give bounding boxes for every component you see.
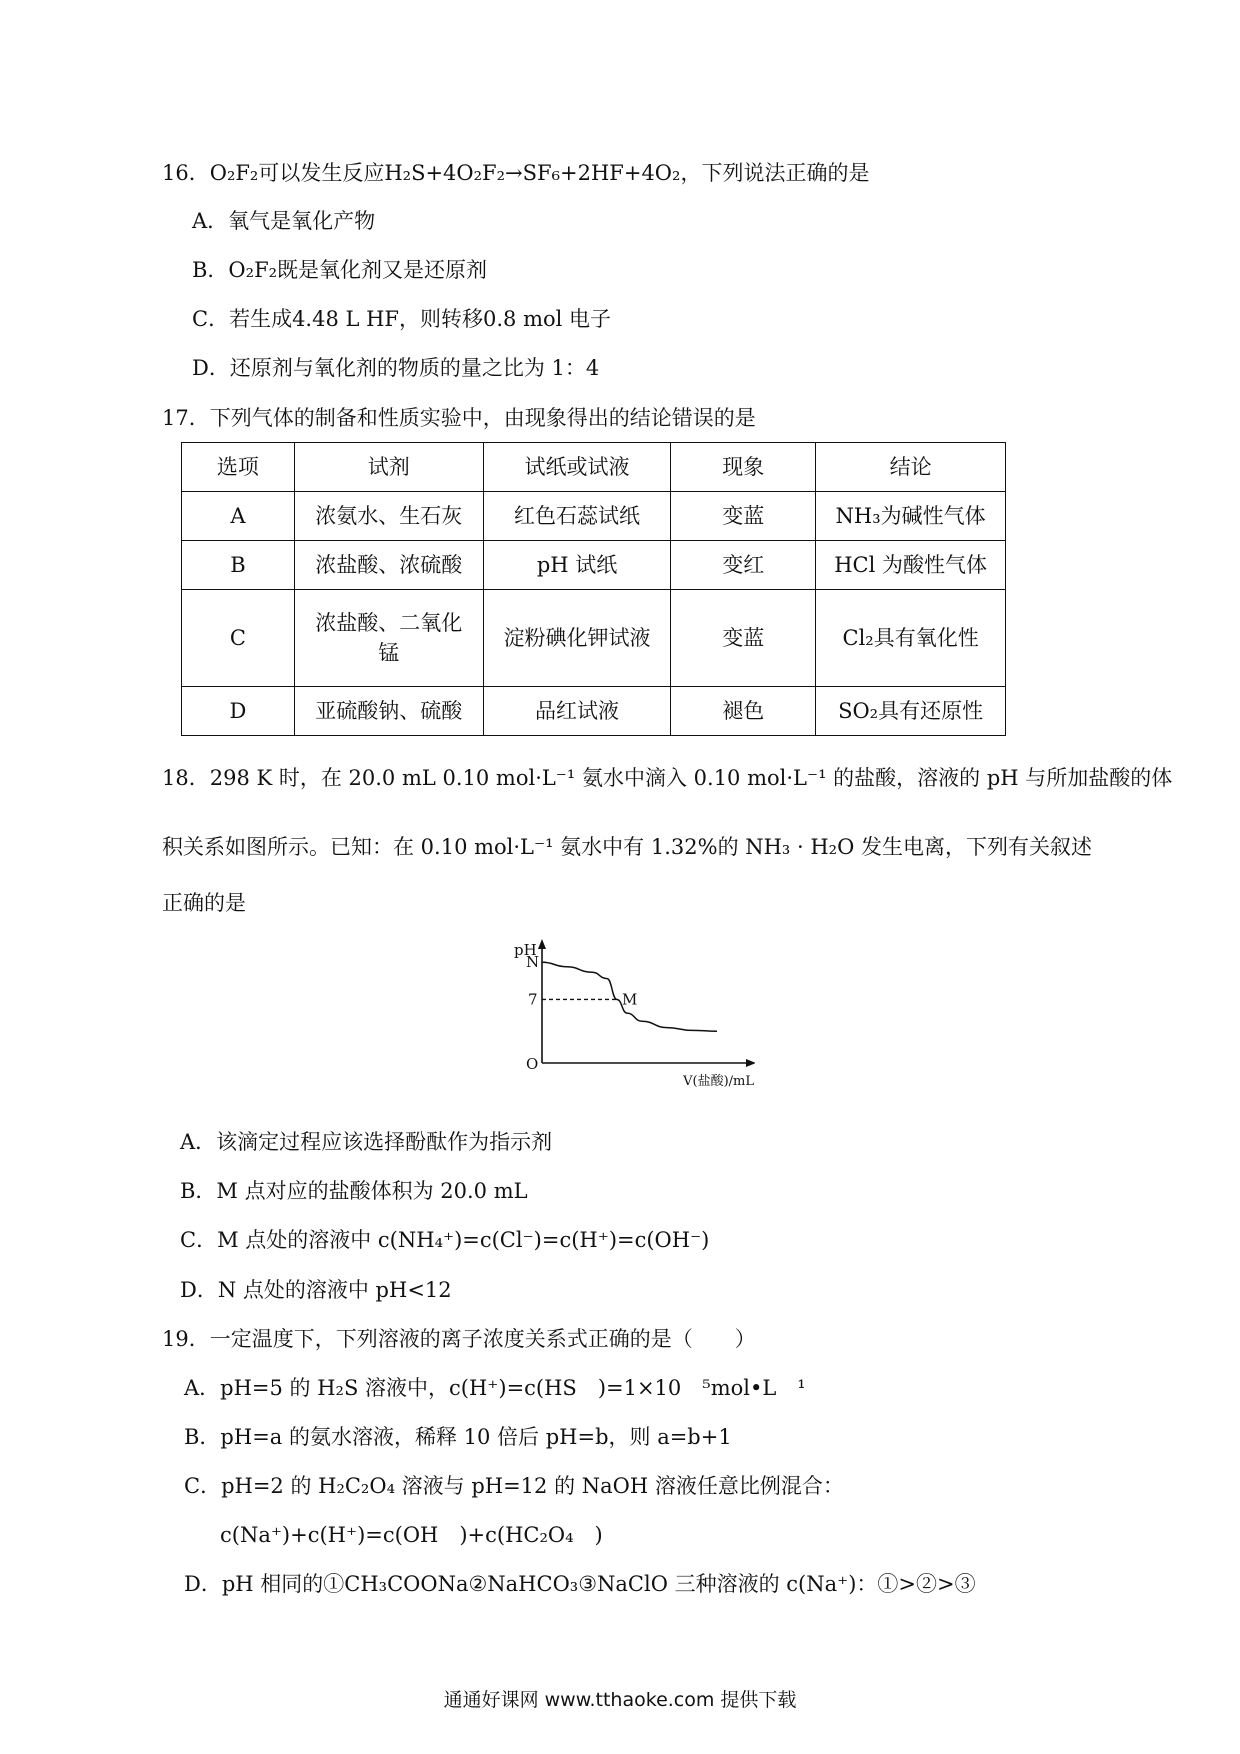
table-cell: HCl 为酸性气体 (816, 541, 1006, 590)
q18-option-c: C．M 点处的溶液中 c(NH₄⁺)=c(Cl⁻)=c(H⁺)=c(OH⁻) (180, 1228, 710, 1252)
q16-option-a: A．氧气是氧化产物 (192, 209, 376, 233)
q19-option-c: C．pH=2 的 H₂C₂O₄ 溶液与 pH=12 的 NaOH 溶液任意比例混合： (184, 1474, 844, 1498)
q19-option-d: D．pH 相同的①CH₃COONa②NaHCO₃③NaClO 三种溶液的 c(Na⁺)：①>②>③ (184, 1572, 976, 1596)
table-cell: pH 试纸 (483, 541, 671, 590)
table-row (182, 541, 1006, 590)
table-cell: 变红 (671, 541, 816, 590)
y-axis-label: pH (514, 941, 537, 959)
table-header-cell: 结论 (816, 443, 1006, 492)
y-tick-label-n: N (526, 953, 540, 972)
point-label-m: M (622, 990, 638, 1009)
table-cell: 品红试液 (483, 687, 671, 736)
chart-marks (526, 953, 717, 1031)
q16-option-d: D．还原剂与氧化剂的物质的量之比为 1：4 (192, 356, 600, 380)
chart-axes (514, 939, 755, 1089)
q18-option-b: B．M 点对应的盐酸体积为 20.0 mL (180, 1179, 528, 1203)
q19-option-b: B．pH=a 的氨水溶液，稀释 10 倍后 pH=b，则 a=b+1 (184, 1425, 732, 1449)
q18-stem-line3: 正确的是 (162, 891, 246, 915)
table-row (182, 492, 1006, 541)
q17-stem: 17．下列气体的制备和性质实验中，由现象得出的结论错误的是 (162, 406, 756, 430)
table-cell: NH₃为碱性气体 (816, 492, 1006, 541)
table-cell: A (182, 492, 295, 541)
table-header-cell: 试纸或试液 (483, 443, 671, 492)
table-cell: Cl₂具有氧化性 (816, 590, 1006, 687)
table-cell: SO₂具有还原性 (816, 687, 1006, 736)
table-cell: 淀粉碘化钾试液 (483, 590, 671, 687)
q18-option-d: D．N 点处的溶液中 pH<12 (180, 1278, 452, 1302)
table-cell: 亚硫酸钠、硫酸 (294, 687, 483, 736)
q19-option-a: A．pH=5 的 H₂S 溶液中，c(H⁺)=c(HS )=1×10 ⁵mol•L ¹ (184, 1376, 806, 1400)
q18-stem-line2: 积关系如图所示。已知：在 0.10 mol·L⁻¹ 氨水中有 1.32%的 NH₃ · H₂O 发生电离，下列有关叙述 (162, 835, 1092, 859)
ph-titration-chart (505, 935, 755, 1105)
table-row (182, 687, 1006, 736)
table-cell: 变蓝 (671, 492, 816, 541)
table-cell: 浓盐酸、二氧化锰 (294, 590, 483, 687)
table-cell: 浓盐酸、浓硫酸 (294, 541, 483, 590)
table-header-cell: 试剂 (294, 443, 483, 492)
x-axis-arrow (746, 1059, 755, 1067)
table-cell: 变蓝 (671, 590, 816, 687)
table-cell: 红色石蕊试纸 (483, 492, 671, 541)
origin-label: O (526, 1055, 539, 1073)
table-cell: 浓氨水、生石灰 (294, 492, 483, 541)
table-header-cell: 现象 (671, 443, 816, 492)
q16-option-b: B．O₂F₂既是氧化剂又是还原剂 (192, 258, 488, 282)
q16-stem: 16．O₂F₂可以发生反应H₂S+4O₂F₂→SF₆+2HF+4O₂，下列说法正确的是 (162, 161, 870, 185)
page-footer: 通通好课网 www.tthaoke.com 提供下载 (443, 1689, 797, 1711)
q18-stem-line1: 18．298 K 时，在 20.0 mL 0.10 mol·L⁻¹ 氨水中滴入 0.10 mol·L⁻¹ 的盐酸，溶液的 pH 与所加盐酸的体 (162, 766, 1173, 790)
table-cell: 褪色 (671, 687, 816, 736)
table-cell: B (182, 541, 295, 590)
q19-stem: 19．一定温度下，下列溶液的离子浓度关系式正确的是（ ） (162, 1327, 756, 1351)
table-row (182, 590, 1006, 687)
table-header-cell: 选项 (182, 443, 295, 492)
table-header-row (182, 443, 1006, 492)
x-axis-label: V(盐酸)/mL (683, 1074, 754, 1089)
q16-option-c: C．若生成4.48 L HF，则转移0.8 mol 电子 (192, 307, 612, 331)
q18-option-a: A．该滴定过程应该选择酚酞作为指示剂 (180, 1130, 553, 1154)
experiment-table (181, 442, 1006, 736)
y-axis-arrow (538, 939, 546, 949)
table-cell: D (182, 687, 295, 736)
y-tick-label-7: 7 (528, 990, 538, 1009)
q19-option-c-continued: c(Na⁺)+c(H⁺)=c(OH )+c(HC₂O₄ ) (220, 1523, 603, 1547)
table-cell: C (182, 590, 295, 687)
